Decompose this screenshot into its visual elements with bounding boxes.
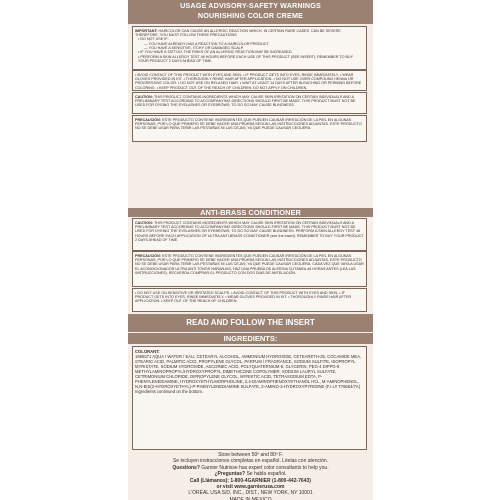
avoid-contact-box: [132, 70, 367, 91]
product-subtitle: NOURISHING COLOR CREME: [197, 10, 304, 20]
caution-box-conditioner: [132, 218, 367, 251]
questions-label: Questions?: [172, 464, 200, 471]
storage-note: Store between 50º and 80º F.: [218, 452, 283, 458]
do-not-use-heading: • DO NOT USE IF:: [138, 37, 169, 42]
do-not-use-item: — YOU HAVE ALREADY HAD A REACTION TO A HAIRCOLOR PRODUCT: [144, 41, 269, 46]
important-label: IMPORTANT:: [135, 28, 158, 33]
precaucion-box-colorant: [132, 115, 367, 142]
company-address: L'ORÉAL USA S/D, INC., DIST., NEW YORK, NY 10001: [188, 490, 313, 497]
allergy-test-warning: • PERFORM A SKIN ALLERGY TEST 48 HOURS BEFORE EACH USE OF THIS PRODUCT (SEE INSERT). REMEMBER TO BUY YOUR PRODUCT 2 DAYS AHEAD OF TIME.: [138, 54, 354, 63]
colorant-label: COLORANT:: [135, 348, 160, 354]
scalp-warning-box: [132, 288, 367, 312]
anti-brass-header: ANTI-BRASS CONDITIONER: [128, 208, 373, 217]
package-side-panel: [128, 0, 373, 500]
ingredients-continued: Ingredients continued on the bottom.: [135, 389, 203, 395]
ingredients-list: 1595071 AQUA / WATER / EAU, CETEARYL ALCOHOL, AMMONIUM HYDROXIDE, CETEARETH-25, COCAMIDE MEA, STEARIC ACID, PALMITIC ACID, PROPYLENE GLYCOL, PARFUM / FRAGRANCE, SODIUM SULFITE, ISOPROPYL MYRISTATE, SODIUM HYDROXIDE, ASCORBIC ACID, POLYQUATERNIUM-6, GLYCERIN, PEG-4 DIPPG-8 METHYLAMINOPROPYL/HYDROXYPROPYL DIMETHICONE COPOLYMER, SODIUM LAURYL SULFATE, CETRIMONIUM CHLORIDE, DIPROPYLENE GLYCOL, MYRISTIC ACID, TETRASODIUM EDTA, P-PHENYLENEDIAMINE, HYDROXYETHYLMORPHOLINE, 2,4-DIAMINOPHENOXYETHANOL HCL, M-AMINOPHENOL, N,N-BIS(2-HYDROXYETHYL)-P-PHENYLENEDIAMINE SULFATE, 2-AMINO-3-HYDROXYPYRIDINE (F.I.L# T76654/7A): [135, 353, 362, 390]
spanish-note: Se incluyen instrucciones completas en español. Léelas con atención.: [172, 458, 329, 465]
questions-text: Garnier Nutrisse has expert color consultants to help you.: [199, 464, 329, 471]
precaucion-text: ESTE PRODUCTO CONTIENE INGREDIENTES QUE PUEDEN CAUSAR IRRITACIÓN DE LA PIEL EN ALGUNAS PERSONAS, POR LO QUE PRIMERO SE DEBE HACER UNA PRUEBA SEGÚN LAS INSTRUCCIONES ADJUNTAS. ESTE PRODUCTO NO SE DEBE USAR PARA TEÑIR LAS PESTAÑAS NI LAS CEJAS; YA QUE PUEDE CAUSAR CEGUERA. CADA VEZ QUE VAYA A USAR EL ACONDICIONADOR ULTRA ANTI TONOS NARANJAS, HAZ UNA PRUEBA DE ALERGIA CUTÁNEA 48 HORAS ANTES (LEA LAS INSTRUCCIONES). RECUERDA COMPRAR EL PRODUCTO CON DOS DÍAS DE ANTELACIÓN.: [135, 253, 364, 275]
footer: [128, 452, 373, 500]
important-text: HAIRCOLOR CAN CAUSE AN ALLERGIC REACTION WHICH, IN CERTAIN RARE CASES, CAN BE SEVERE. THEREFORE, YOU MUST FOLLOW THESE PRECAUTIONS: [135, 28, 342, 37]
scalp-warning-text: • DO NOT USE ON SENSITIVE OR IRRITATED SCALPS. • AVOID CONTACT OF THIS PRODUCT WITH EYES AND SKIN. • IF PRODUCT GETS INTO EYES, RINSE IMMEDIATELY. • WEAR GLOVES PROVIDED IN KIT. • THOROUGHLY RINSE HAIR AFTER APPLICATION. • KEEP OUT OF THE REACH OF CHILDREN.: [135, 290, 352, 304]
important-warnings-box: [132, 26, 367, 70]
tattoo-warning: • IF YOU HAVE A TATTOO, THE RISKS OF AN ALLERGIC REACTION MAY BE INCREASED.: [138, 50, 293, 55]
read-insert-banner: READ AND FOLLOW THE INSERT: [128, 314, 373, 332]
avoid-contact-text: • AVOID CONTACT OF THIS PRODUCT WITH EYES AND SKIN. • IF PRODUCT GETS INTO EYES, RINSE IMMEDIATELY. • WEAR GLOVES PROVIDED IN KIT. • THOROUGHLY RINSE HAIR AFTER APPLICATION. • DO NOT USE OVER COMPOUND HENNA OR PROGRESSIVE COLOR. • DO NOT USE ON RELAXED HAIR. • WAIT AT LEAST 14 DAYS AFTER BLEACHING OR PERMING BEFORE COLORING. • KEEP PRODUCT OUT OF THE REACH OF CHILDREN. DO NOT APPLY ON CHILDREN.: [135, 72, 362, 90]
ingredients-box: [132, 346, 367, 450]
precaucion-text: ESTE PRODUCTO CONTIENE INGREDIENTES QUE PUEDEN CAUSAR IRRITACIÓN DE LA PIEL EN ALGUNAS PERSONAS, POR LO QUE PRIMERO SE DEBE HACER UNA PRUEBA SEGÚN LAS INSTRUCCIONES ADJUNTAS. ESTE PRODUCTO NO SE DEBE USAR PARA TEÑIR LAS PESTAÑAS NI LAS CEJAS; YA QUE PUEDE CAUSAR CEGUERA.: [135, 117, 362, 131]
caution-text: THIS PRODUCT CONTAINS INGREDIENTS WHICH MAY CAUSE SKIN IRRITATION ON CERTAIN INDIVIDUALS AND A PRELIMINARY TEST ACCORDING TO ACCOMPANYING DIRECTIONS SHOULD FIRST BE MADE. THIS PRODUCT MUST NOT BE USED FOR DYEING THE EYELASHES OR EYEBROWS; TO DO SO MAY CAUSE BLINDNESS.: [135, 94, 356, 108]
do-not-use-item: — YOU HAVE A SENSITIVE, ITCHY OR DAMAGED SCALP.: [144, 45, 244, 50]
precaucion-box-conditioner: [132, 251, 367, 287]
caution-box-colorant: [132, 92, 367, 114]
caution-text: THIS PRODUCT CONTAINS INGREDIENTS WHICH MAY CAUSE SKIN IRRITATION ON CERTAIN INDIVIDUALS AND A PRELIMINARY TEST ACCORDING TO ACCOMPANYING DIRECTIONS SHOULD FIRST BE MADE. THIS PRODUCT MUST NOT BE USED FOR DYEING THE EYELASHES OR EYEBROWS; TO DO SO MAY CAUSE BLINDNESS. PERFORM A SKIN ALLERGY TEST 48 HOURS BEFORE EACH APPLICATION OF ULTRA ANTI-BRASS CONDITIONER (see the insert). REMEMBER TO BUY YOUR PRODUCT 2 DAYS AHEAD OF TIME.: [135, 220, 364, 242]
precaucion-label: PRECAUCIÓN:: [135, 117, 162, 122]
preguntas-text: Se habla español.: [245, 471, 287, 478]
preguntas-label: ¿Preguntas?: [214, 471, 246, 478]
warnings-header: [128, 0, 373, 24]
warnings-title: USAGE ADVISORY-SAFETY WARNINGS: [180, 1, 321, 10]
ingredients-header: INGREDIENTS:: [128, 333, 373, 344]
phone-line: Call (Llámanos): 1-800-4GARNIER (1-800-442-7643): [190, 477, 311, 484]
made-in: MADE IN MEXICO: [229, 496, 272, 500]
caution-label: CAUTION:: [135, 220, 154, 225]
website-line: or visit www.garnierusa.com: [216, 484, 285, 491]
precaucion-label: PRECAUCIÓN:: [135, 253, 162, 258]
caution-label: CAUTION:: [135, 94, 154, 99]
